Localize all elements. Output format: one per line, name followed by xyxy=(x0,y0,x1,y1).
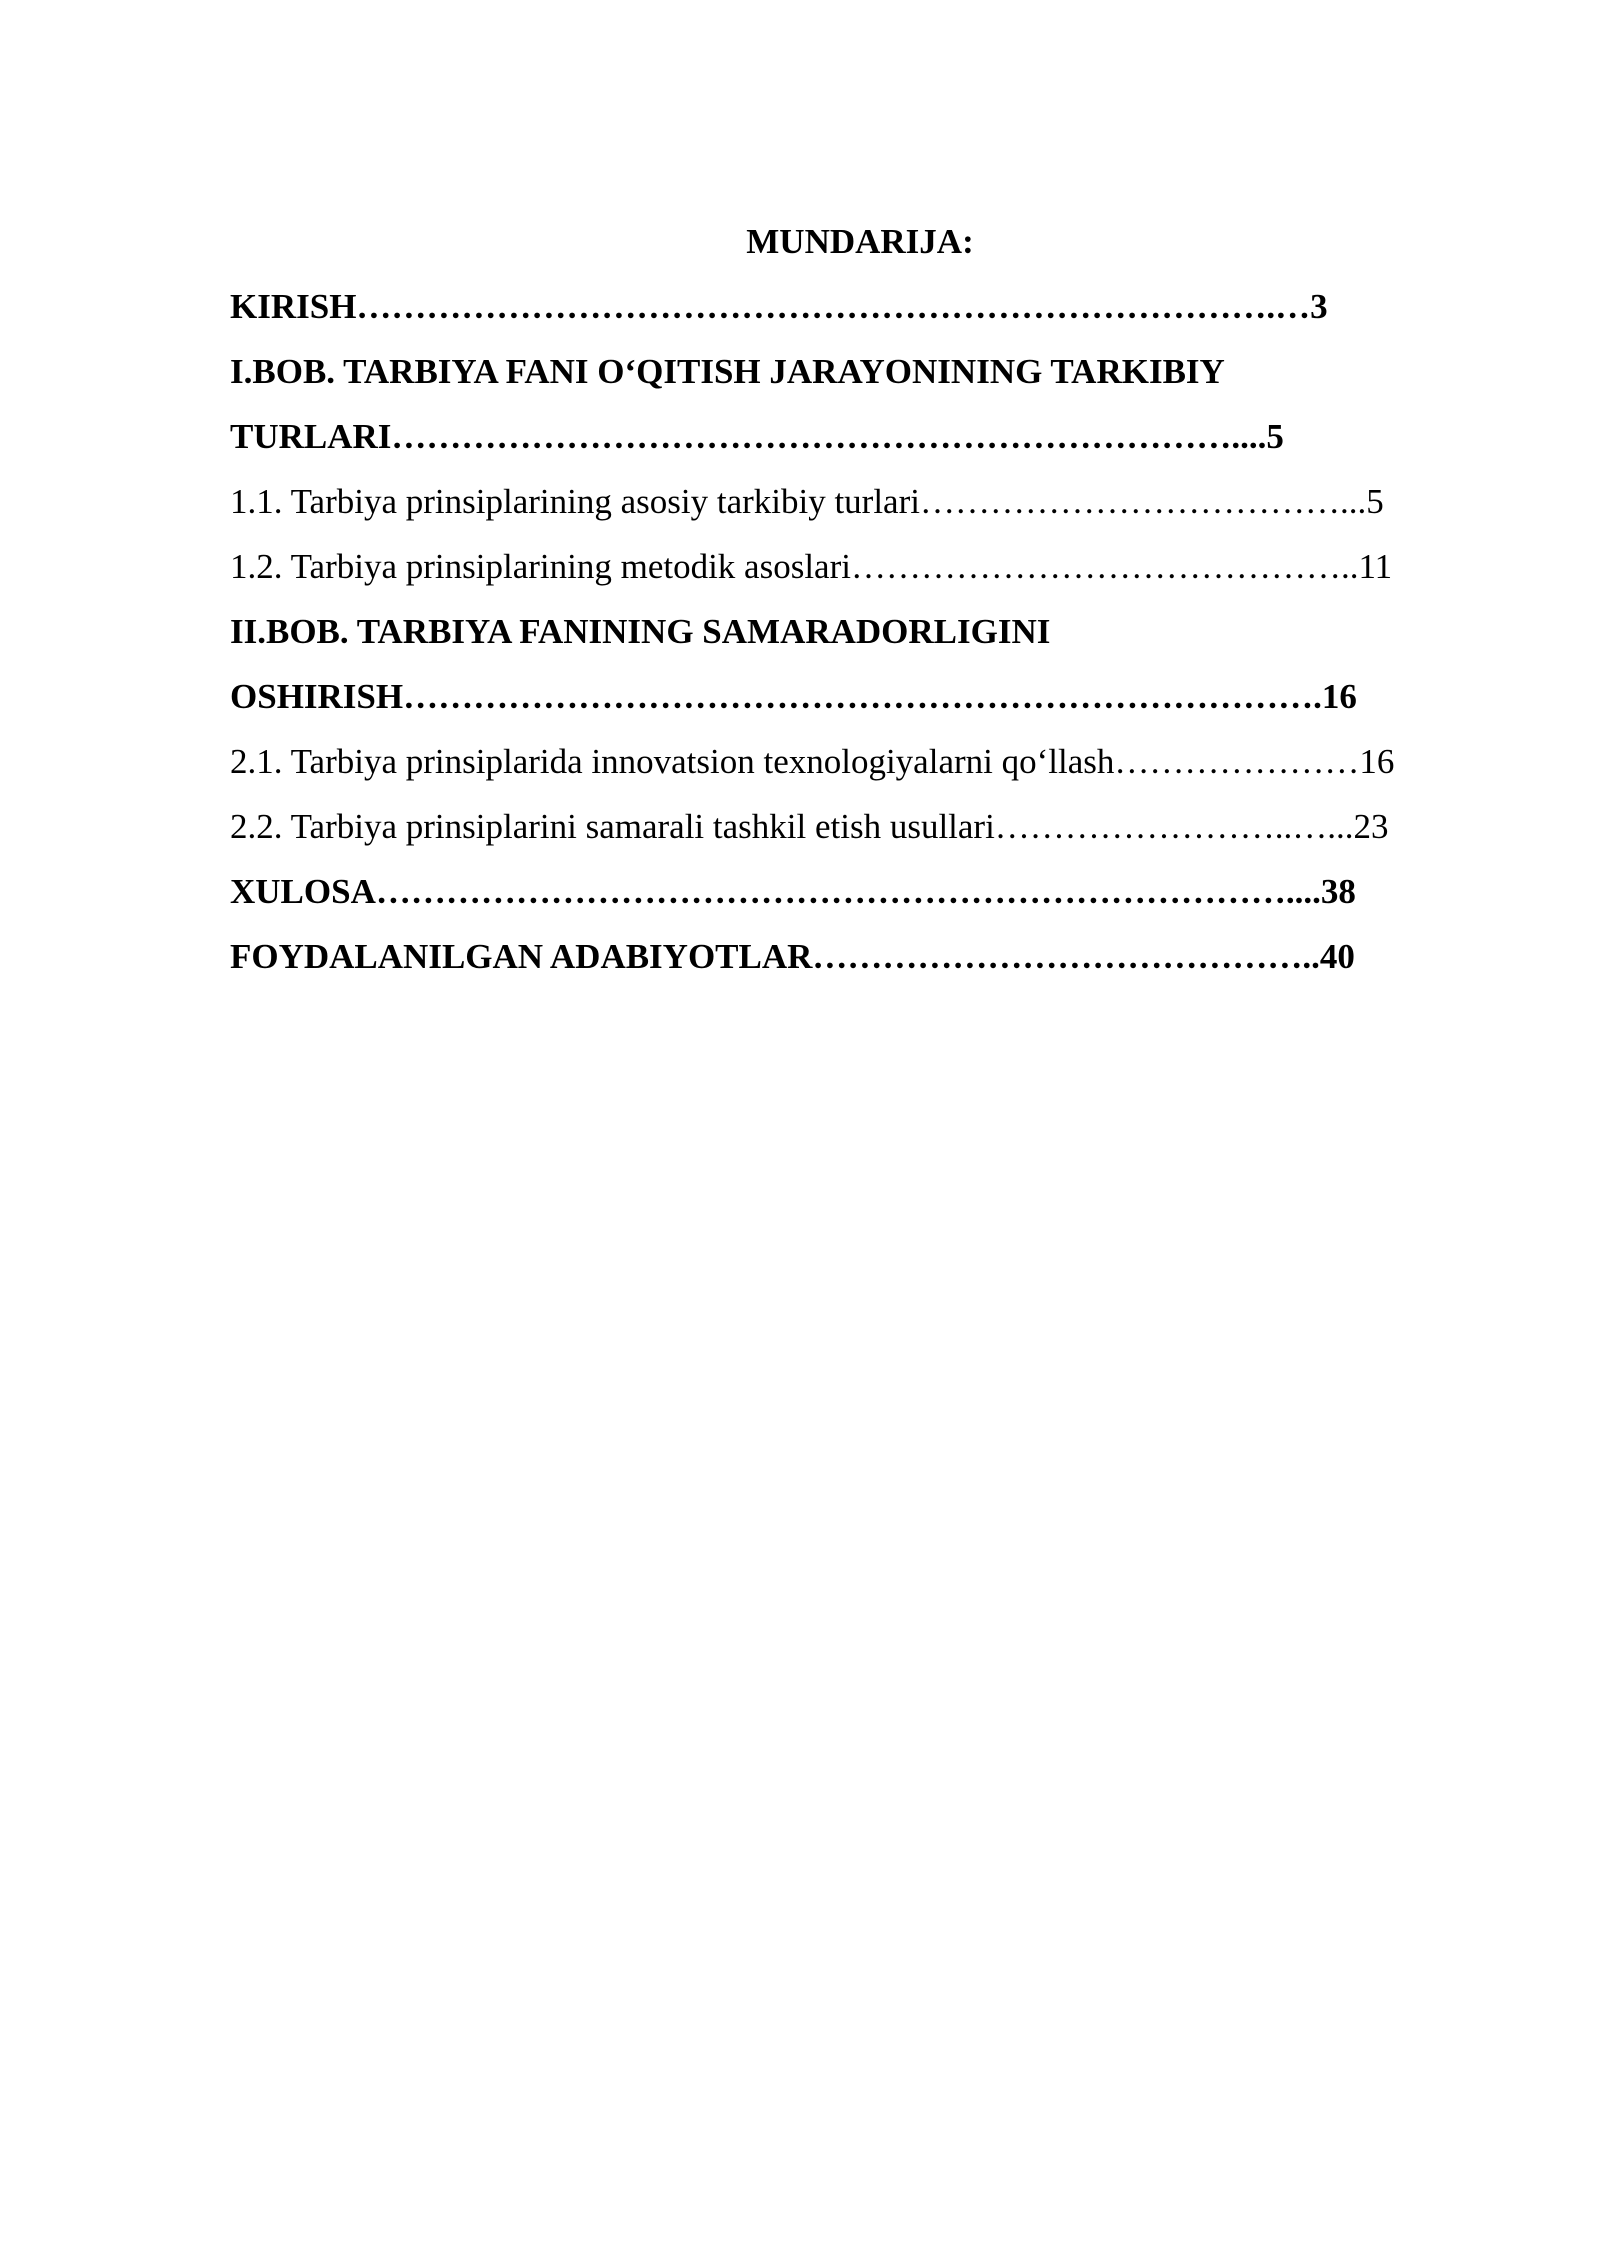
toc-entry-section-1-2: 1.2. Tarbiya prinsiplarining metodik asoslari……………………………………..11 xyxy=(230,547,1393,586)
toc-entry-chapter-1-line-2: TURLARI………………………………………………………………....5 xyxy=(230,417,1284,456)
toc-entry-section-2-2: 2.2. Tarbiya prinsiplarini samarali tashkil etish usullari……………………..…...23 xyxy=(230,807,1389,846)
toc-entry-chapter-2-line-2: OSHIRISH…………………………………………………………………….16 xyxy=(230,677,1357,716)
toc-entry-chapter-2-line-1: II.BOB. TARBIYA FANINING SAMARADORLIGINI xyxy=(230,612,1051,651)
toc-entry-section-2-1: 2.1. Tarbiya prinsiplarida innovatsion texnologiyalarni qo‘llash…………………16 xyxy=(230,742,1395,781)
toc-entry-kirish: KIRISH…………………………………………………………………….…3 xyxy=(230,287,1328,326)
toc-entry-section-1-1: 1.1. Tarbiya prinsiplarining asosiy tarkibiy turlari………………………………...5 xyxy=(230,482,1384,521)
toc-title: MUNDARIJA: xyxy=(746,222,974,261)
toc-entry-references: FOYDALANILGAN ADABIYOTLAR……………………………………..40 xyxy=(230,937,1355,976)
toc-entry-xulosa: XULOSA……………………………………………………………………....38 xyxy=(230,872,1356,911)
toc-entry-chapter-1-line-1: I.BOB. TARBIYA FANI O‘QITISH JARAYONINING TARKIBIY xyxy=(230,352,1225,391)
